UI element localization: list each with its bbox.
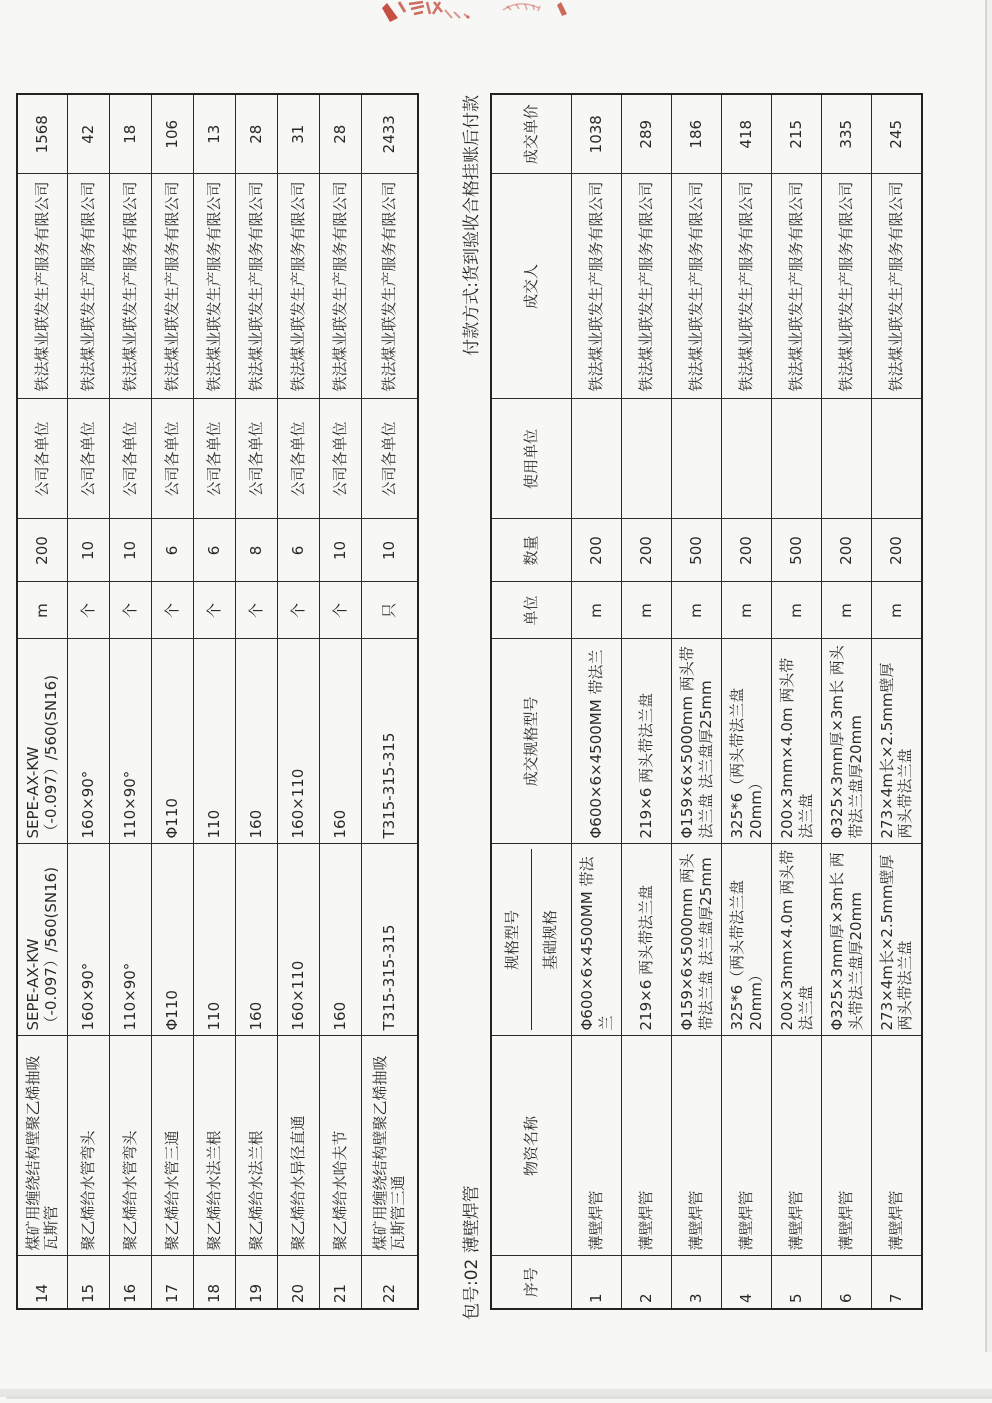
scan-bottom-band-edge [6,1396,992,1399]
cell-price: 106 [151,94,193,174]
cell-qty: 200 [572,519,622,582]
cell-winner: 铁法煤业联发生产服务有限公司 [67,174,109,399]
cell-deal-spec: Φ159×6×5000mm 两头带法兰盘 法兰盘厚25mm [672,639,722,844]
cell-winner: 铁法煤业联发生产服务有限公司 [193,174,235,399]
cell-price: 1568 [17,94,67,174]
cell-price: 13 [193,94,235,174]
cell-deal-spec: 160 [319,639,361,844]
section-row [452,95,486,1320]
table-row [193,94,235,1309]
cell-no: 16 [109,1256,151,1309]
cell-user-unit: 公司各单位 [193,399,235,519]
cell-unit: 个 [193,582,235,639]
table-row [772,94,822,1309]
cell-unit: m [572,582,622,639]
cell-name: 薄壁焊管 [622,1036,672,1256]
cell-price: 42 [67,94,109,174]
cell-base-spec: Φ110 [151,844,193,1036]
cell-qty: 200 [872,519,922,582]
scan-page-edge-shadow [987,0,992,1352]
cell-unit: m [722,582,772,639]
cell-no: 15 [67,1256,109,1309]
cell-deal-spec: 219×6 两头带法兰盘 [622,639,672,844]
scan-page-edge-line [985,0,987,1352]
cell-no: 7 [872,1256,922,1309]
cell-no: 18 [193,1256,235,1309]
cell-name: 聚乙烯给水法兰根 [193,1036,235,1256]
cell-price: 418 [722,94,772,174]
cell-no: 3 [672,1256,722,1309]
cell-no: 4 [722,1256,772,1309]
cell-winner: 铁法煤业联发生产服务有限公司 [622,174,672,399]
cell-no: 14 [17,1256,67,1309]
cell-deal-spec: 160 [235,639,277,844]
cell-deal-spec: SEPE-AX-KW（-0.097）/560(SN16) [17,639,67,844]
cell-name: 聚乙烯给水管弯头 [109,1036,151,1256]
cell-qty: 6 [193,519,235,582]
cell-qty: 500 [672,519,722,582]
table-row [17,94,67,1309]
cell-no: 22 [361,1256,418,1309]
cell-no: 2 [622,1256,672,1309]
cell-deal-spec: 200×3mm×4.0m 两头带法兰盘 [772,639,822,844]
header-spec-group-label: 规格型号 [494,850,532,1031]
cell-price: 18 [109,94,151,174]
cell-name: 聚乙烯给水法兰根 [235,1036,277,1256]
cell-name: 煤矿用缠绕结构壁聚乙烯抽吸瓦斯管三通 [361,1036,418,1256]
cell-winner: 铁法煤业联发生产服务有限公司 [277,174,319,399]
cell-name: 薄壁焊管 [672,1036,722,1256]
cell-no: 19 [235,1256,277,1309]
cell-deal-spec: 110×90° [109,639,151,844]
cell-base-spec: 110 [193,844,235,1036]
cell-user-unit: 公司各单位 [17,399,67,519]
cell-name: 薄壁焊管 [872,1036,922,1256]
cell-qty: 10 [109,519,151,582]
header-winner: 成交人 [491,174,572,399]
cell-deal-spec: 110 [193,639,235,844]
cell-winner: 铁法煤业联发生产服务有限公司 [319,174,361,399]
cell-no: 20 [277,1256,319,1309]
cell-price: 335 [822,94,872,174]
package-02-table [490,93,923,1310]
cell-name: 聚乙烯给水管三通 [151,1036,193,1256]
cell-no: 6 [822,1256,872,1309]
cell-name: 薄壁焊管 [722,1036,772,1256]
cell-price: 186 [672,94,722,174]
header-qty: 数量 [491,519,572,582]
cell-unit: 只 [361,582,418,639]
cell-winner: 铁法煤业联发生产服务有限公司 [772,174,822,399]
cell-no: 21 [319,1256,361,1309]
cell-price: 2433 [361,94,418,174]
cell-deal-spec: Φ600×6×4500MM 带法兰 [572,639,622,844]
cell-winner: 铁法煤业联发生产服务有限公司 [151,174,193,399]
cell-unit: m [822,582,872,639]
cell-unit: 个 [151,582,193,639]
cell-winner: 铁法煤业联发生产服务有限公司 [361,174,418,399]
cell-qty: 10 [319,519,361,582]
cell-unit: m [672,582,722,639]
cell-unit: m [17,582,67,639]
cell-no: 17 [151,1256,193,1309]
cell-base-spec: 160 [235,844,277,1036]
cell-winner: 铁法煤业联发生产服务有限公司 [722,174,772,399]
cell-qty: 6 [151,519,193,582]
cell-unit: 个 [235,582,277,639]
cell-base-spec: Φ600×6×4500MM 带法兰 [572,844,622,1036]
header-price: 成交单价 [491,94,572,174]
cell-deal-spec: 325*6（两头带法兰盘 20mm） [722,639,772,844]
cell-qty: 500 [772,519,822,582]
cell-base-spec: SEPE-AX-KW（-0.097）/560(SN16) [17,844,67,1036]
cell-deal-spec: T315-315-315 [361,639,418,844]
cell-user-unit [572,399,622,519]
cell-price: 289 [622,94,672,174]
cell-winner: 铁法煤业联发生产服务有限公司 [17,174,67,399]
cell-qty: 200 [722,519,772,582]
cell-winner: 铁法煤业联发生产服务有限公司 [672,174,722,399]
package-01-table [16,93,419,1310]
table-row [361,94,418,1309]
cell-deal-spec: Φ110 [151,639,193,844]
cell-base-spec: 160 [319,844,361,1036]
cell-price: 245 [872,94,922,174]
cell-price: 1038 [572,94,622,174]
cell-base-spec: 273×4m长×2.5mm壁厚 两头带法兰盘 [872,844,922,1036]
header-no: 序号 [491,1256,572,1309]
header-base-spec: 基础规格 [541,910,560,971]
cell-winner: 铁法煤业联发生产服务有限公司 [235,174,277,399]
cell-qty: 6 [277,519,319,582]
cell-qty: 10 [67,519,109,582]
cell-qty: 200 [17,519,67,582]
cell-user-unit [722,399,772,519]
cell-user-unit [822,399,872,519]
cell-base-spec: T315-315-315 [361,844,418,1036]
cell-qty: 200 [822,519,872,582]
cell-name: 聚乙烯给水哈夫节 [319,1036,361,1256]
cell-deal-spec: Φ325×3mm厚×3m长 两头带法兰盘厚20mm [822,639,872,844]
cell-deal-spec: 273×4m长×2.5mm壁厚 两头带法兰盘 [872,639,922,844]
cell-unit: m [622,582,672,639]
cell-price: 28 [235,94,277,174]
header-user-unit: 使用单位 [491,399,572,519]
cell-no: 1 [572,1256,622,1309]
cell-unit: 个 [67,582,109,639]
table-row [622,94,672,1309]
header-name: 物资名称 [491,1036,572,1256]
red-seal-stamp-fragment [365,0,580,42]
table-header-row [491,94,572,1309]
cell-user-unit [672,399,722,519]
cell-qty: 200 [622,519,672,582]
cell-winner: 铁法煤业联发生产服务有限公司 [872,174,922,399]
cell-deal-spec: 160×90° [67,639,109,844]
cell-winner: 铁法煤业联发生产服务有限公司 [109,174,151,399]
cell-winner: 铁法煤业联发生产服务有限公司 [572,174,622,399]
cell-user-unit [772,399,822,519]
cell-user-unit: 公司各单位 [361,399,418,519]
cell-qty: 10 [361,519,418,582]
cell-base-spec: 219×6 两头带法兰盘 [622,844,672,1036]
cell-user-unit [622,399,672,519]
cell-name: 薄壁焊管 [772,1036,822,1256]
cell-unit: m [772,582,822,639]
table-row [151,94,193,1309]
table-row [67,94,109,1309]
cell-winner: 铁法煤业联发生产服务有限公司 [822,174,872,399]
cell-name: 聚乙烯给水异径直通 [277,1036,319,1256]
table-row [109,94,151,1309]
table-row [672,94,722,1309]
cell-unit: 个 [277,582,319,639]
cell-user-unit: 公司各单位 [235,399,277,519]
cell-user-unit: 公司各单位 [67,399,109,519]
header-unit: 单位 [491,582,572,639]
table-row [277,94,319,1309]
cell-no: 5 [772,1256,822,1309]
cell-name: 薄壁焊管 [572,1036,622,1256]
cell-deal-spec: 160×110 [277,639,319,844]
cell-base-spec: Φ159×6×5000mm 两头带法兰盘 法兰盘厚25mm [672,844,722,1036]
cell-price: 31 [277,94,319,174]
cell-base-spec: Φ325×3mm厚×3m长 两头带法兰盘厚20mm [822,844,872,1036]
cell-user-unit: 公司各单位 [151,399,193,519]
table-row [319,94,361,1309]
table-row [235,94,277,1309]
payment-note: 付款方式:货到验收合格挂账后付款 [461,95,482,356]
cell-user-unit: 公司各单位 [109,399,151,519]
cell-base-spec: 325*6（两头带法兰盘 20mm） [722,844,772,1036]
table-row [572,94,622,1309]
cell-price: 28 [319,94,361,174]
cell-base-spec: 160×90° [67,844,109,1036]
cell-user-unit [872,399,922,519]
cell-name: 煤矿用缠绕结构壁聚乙烯抽吸瓦斯管 [17,1036,67,1256]
cell-base-spec: 200×3mm×4.0m 两头带法兰盘 [772,844,822,1036]
package-label: 包号:02 薄壁焊管 [461,1185,482,1320]
cell-price: 215 [772,94,822,174]
cell-base-spec: 110×90° [109,844,151,1036]
cell-base-spec: 160×110 [277,844,319,1036]
cell-name: 薄壁焊管 [822,1036,872,1256]
cell-unit: m [872,582,922,639]
header-deal-spec: 成交规格型号 [491,639,572,844]
header-spec-group [491,844,572,1036]
cell-user-unit: 公司各单位 [319,399,361,519]
cell-user-unit: 公司各单位 [277,399,319,519]
table-row [822,94,872,1309]
cell-unit: 个 [109,582,151,639]
cell-qty: 8 [235,519,277,582]
cell-name: 聚乙烯给水管弯头 [67,1036,109,1256]
table-row [872,94,922,1309]
cell-unit: 个 [319,582,361,639]
table-row [722,94,772,1309]
